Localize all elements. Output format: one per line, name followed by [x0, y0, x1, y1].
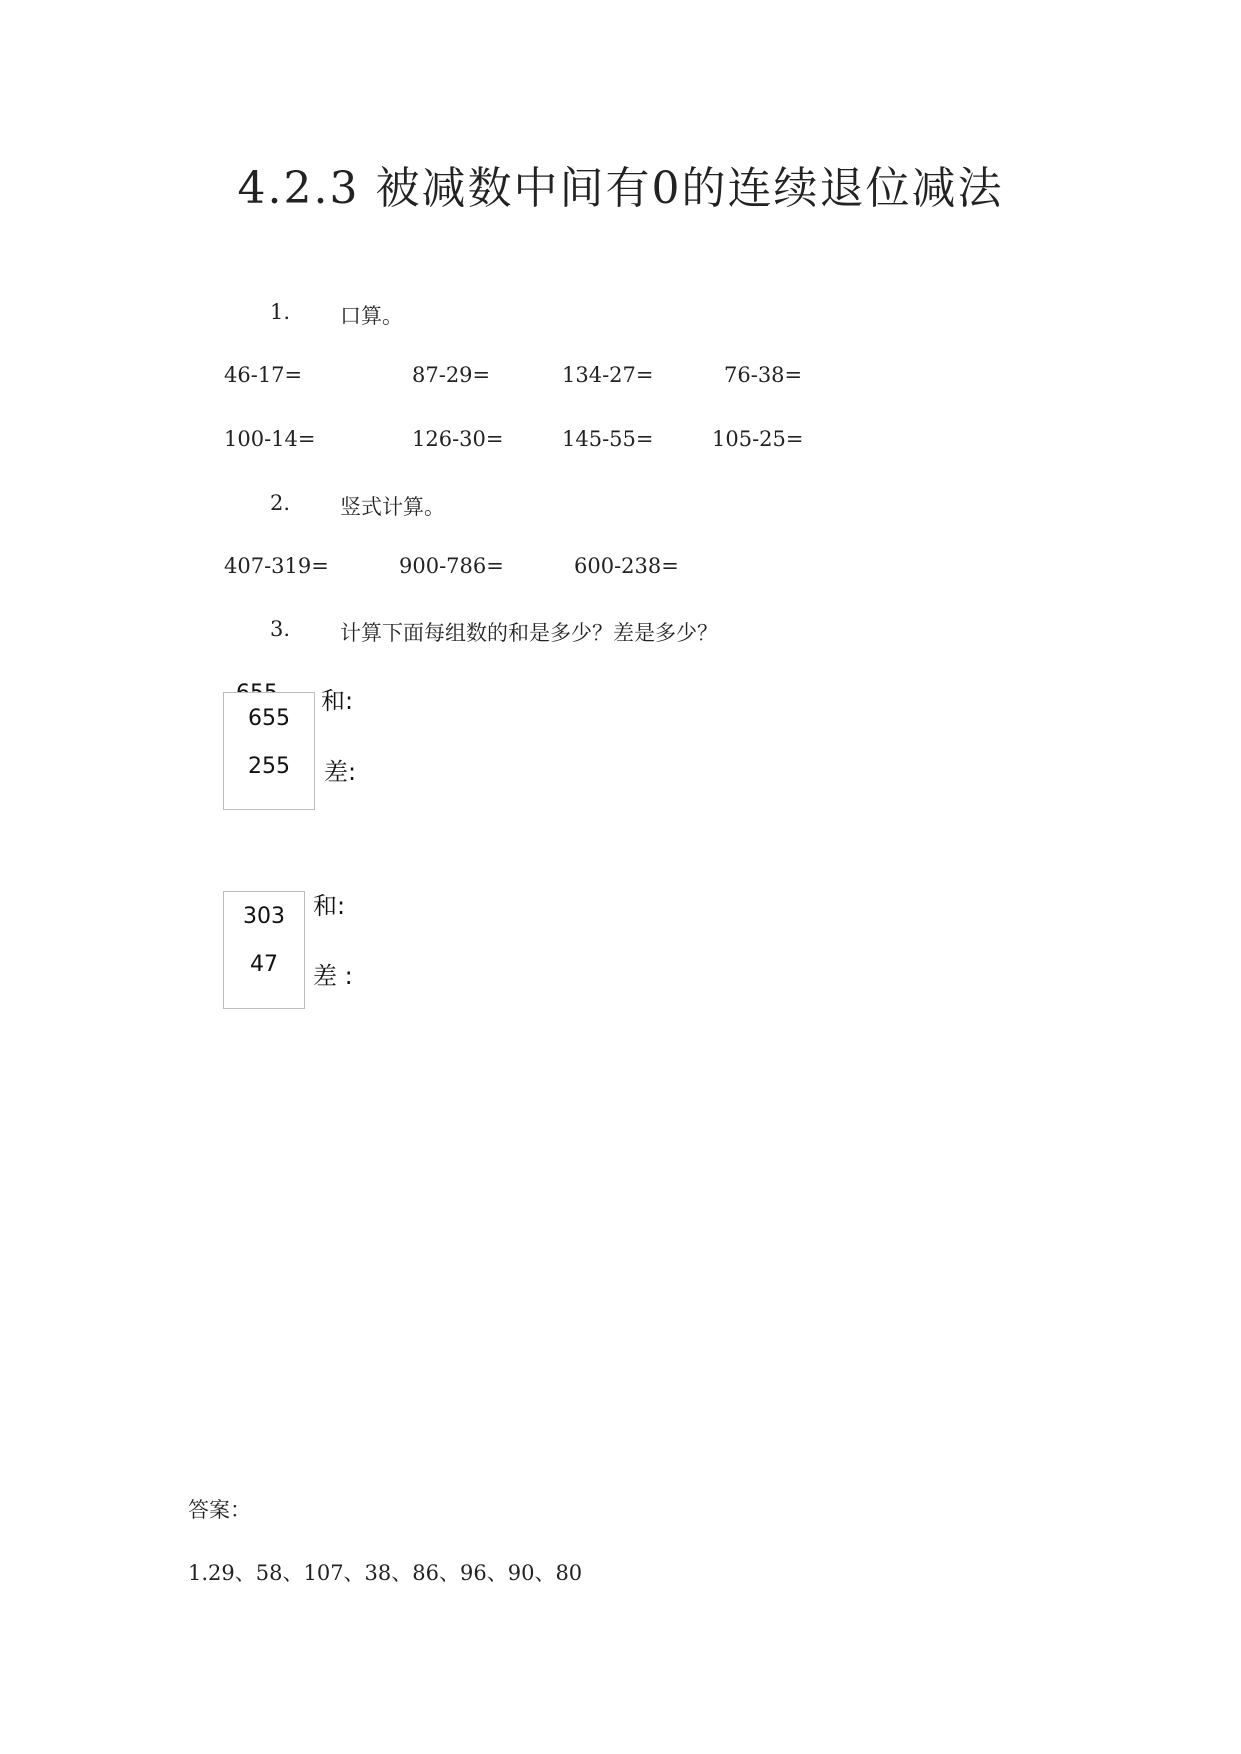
q1-expression: 46-17=: [224, 363, 303, 387]
number-group-box: [223, 692, 315, 810]
group-number-b: 255: [248, 754, 290, 779]
q3-instruction: 计算下面每组数的和是多少？差是多少？: [340, 621, 718, 645]
page-title: 4.2.3 被减数中间有0的连续退位减法: [237, 163, 1004, 214]
number-group-box: [223, 891, 305, 1009]
q1-expression: 76-38=: [724, 363, 803, 387]
q2-expression: 900-786=: [399, 554, 504, 578]
q2-number: 2.: [270, 491, 291, 515]
q1-expression: 87-29=: [412, 363, 491, 387]
q1-expression: 145-55=: [562, 427, 654, 451]
difference-label: 差:: [324, 758, 357, 786]
sum-label: 和:: [321, 687, 354, 715]
group-number-a: 655: [248, 706, 290, 731]
difference-label: 差 :: [313, 962, 353, 990]
q1-number: 1.: [270, 300, 291, 324]
group-number-b: 47: [250, 952, 278, 977]
q2-instruction: 竖式计算。: [340, 495, 445, 519]
sum-label: 和:: [313, 892, 346, 920]
q1-expression: 134-27=: [562, 363, 654, 387]
q2-expression: 600-238=: [574, 554, 679, 578]
q1-expression: 100-14=: [224, 427, 316, 451]
q1-instruction: 口算。: [340, 304, 403, 328]
q3-number: 3.: [270, 617, 291, 641]
q2-expression: 407-319=: [224, 554, 329, 578]
q1-expression: 126-30=: [412, 427, 504, 451]
answers-heading: 答案：: [188, 1498, 251, 1522]
answers-line: 1.29、58、107、38、86、96、90、80: [188, 1561, 583, 1585]
group-number-a: 303: [243, 904, 285, 929]
q1-expression: 105-25=: [712, 427, 804, 451]
